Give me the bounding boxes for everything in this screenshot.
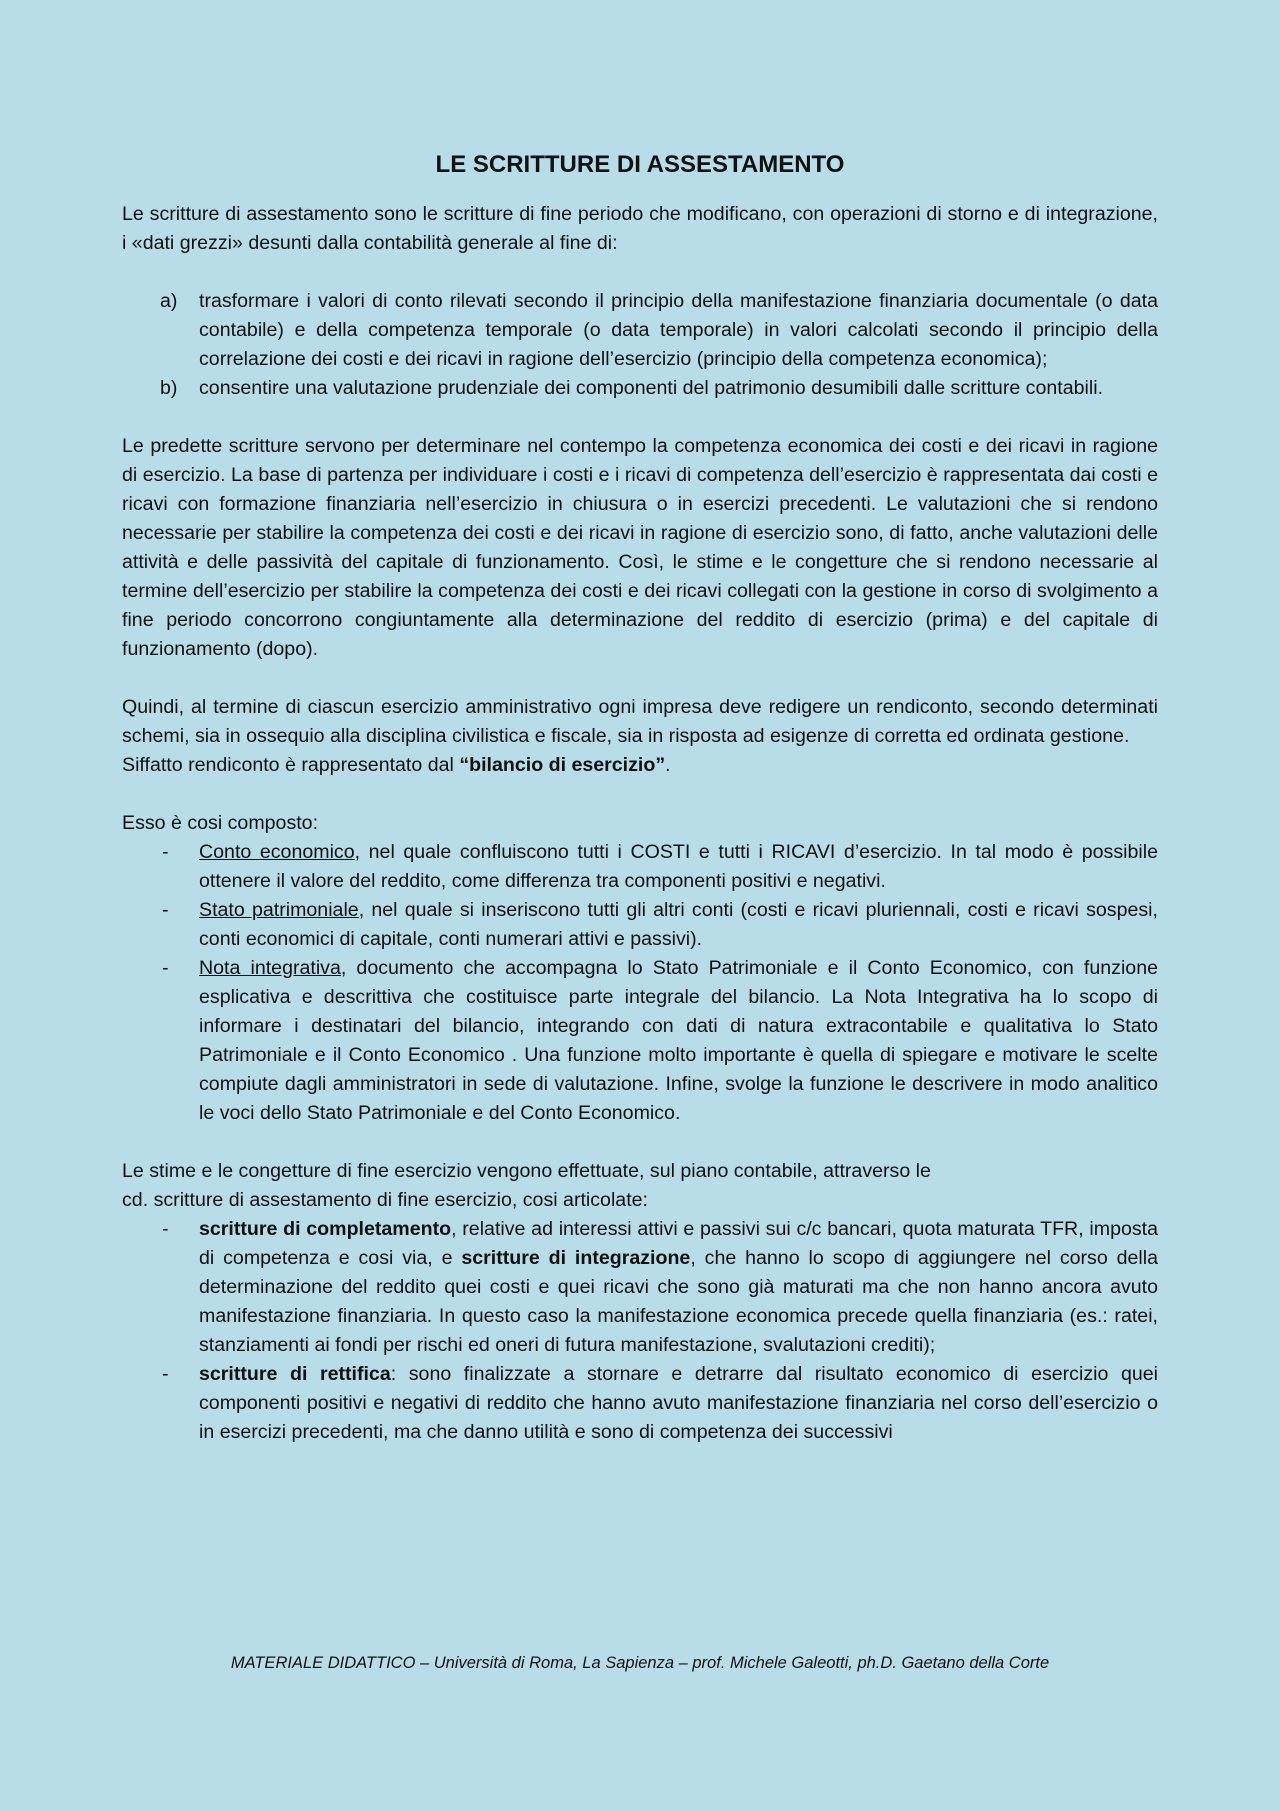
page-footer: MATERIALE DIDATTICO – Università di Roma, La Sapienza – prof. Michele Galeotti, ph.D. Gaetano della Corte xyxy=(230,1654,1050,1672)
dash-marker: - xyxy=(162,1218,169,1240)
list-item xyxy=(122,838,1158,896)
composition-list xyxy=(122,838,1158,1128)
list-marker: a) xyxy=(160,290,178,312)
dash-marker: - xyxy=(162,899,169,921)
adjustments-intro-line-1: Le stime e le congetture di fine esercizio vengono effettuate, sul piano contabile, attraverso le xyxy=(122,1160,931,1182)
list-item-text: , documento che accompagna lo Stato Patrimoniale e il Conto Economico, con funzione esplicativa e descrittiva che costituisce parte integrale del bilancio. La Nota Integrativa ha lo scopo di informare i destinatari del bilancio, integrando con dati di natura extracontabile e qualitativa lo Stato Patrimoniale e il Conto Economico . Una funzione molto importante è quella di spiegare e motivare le scelte compiute dagli amministratori in sede di valutazione. Infine, svolge la funzione le descrivere in modo analitico le voci dello Stato Patrimoniale e del Conto Economico. xyxy=(199,957,1158,1124)
list-item xyxy=(122,1215,1158,1360)
intro-paragraph: Le scritture di assestamento sono le scritture di fine periodo che modificano, con operazioni di storno e di integrazione, i «dati grezzi» desunti dalla contabilità generale al fine di: xyxy=(122,203,1158,254)
list-item-text: , relative ad interessi attivi e passivi sui c/c bancari, quota maturata TFR, imposta di competenza e cosi via, e xyxy=(199,1218,1158,1269)
underlined-term: Nota integrativa xyxy=(199,957,341,979)
competence-paragraph: Le predette scritture servono per determinare nel contempo la competenza economica dei costi e dei ricavi in ragione di esercizio. La base di partenza per individuare i costi e i ricavi di competenza dell’esercizio è rappresentata dai costi e ricavi con formazione finanziaria nell’esercizio in chiusura o in esercizi precedenti. Le valutazioni che si rendono necessarie per stabilire la competenza dei costi e dei ricavi in ragione di esercizio sono, di fatto, anche valutazioni delle attività e delle passività del capitale di funzionamento. Così, le stime e le congetture che si rendono necessarie al termine dell’esercizio per stabilire la competenza dei costi e dei ricavi collegati con la gestione in corso di svolgimento a fine periodo concorrono congiuntamente alla determinazione del reddito di esercizio (prima) e del capitale di funzionamento (dopo). xyxy=(122,435,1158,660)
list-item xyxy=(122,374,1158,403)
list-item xyxy=(122,1360,1158,1447)
underlined-term: Conto economico xyxy=(199,841,355,863)
list-item xyxy=(122,954,1158,1128)
list-marker: b) xyxy=(160,377,178,399)
list-item xyxy=(122,896,1158,954)
report-paragraph: Quindi, al termine di ciascun esercizio amministrativo ogni impresa deve redigere un rendiconto, secondo determinati schemi, sia in ossequio alla disciplina civilistica e fiscale, sia in risposta ad esigenze di corretta ed ordinata gestione. xyxy=(122,696,1158,747)
dash-marker: - xyxy=(162,1363,169,1385)
list-item-text: trasformare i valori di conto rilevati secondo il principio della manifestazione finanziaria documentale (o data contabile) e della competenza temporale (o data temporale) in valori calcolati secondo il principio della correlazione dei costi e dei ricavi in ragione dell’esercizio (principio della competenza economica); xyxy=(199,290,1158,370)
list-item-text: consentire una valutazione prudenziale dei componenti del patrimonio desumibili dalle scritture contabili. xyxy=(199,377,1104,399)
adjustments-intro-line-2: cd. scritture di assestamento di fine esercizio, cosi articolate: xyxy=(122,1189,648,1211)
bold-term: scritture di integrazione xyxy=(461,1247,691,1269)
bold-term: scritture di rettifica xyxy=(199,1363,391,1385)
text-run: Siffatto rendiconto è rappresentato dal xyxy=(122,754,460,776)
list-item-text: , che hanno lo scopo di aggiungere nel corso della determinazione del reddito quei costi e quei ricavi che sono già maturati ma che non hanno ancora avuto manifestazione finanziaria. In questo caso la manifestazione economica precede quella finanziaria (es.: ratei, stanziamenti ai fondi per rischi ed oneri di futura manifestazione, svalutazioni crediti); xyxy=(199,1247,1158,1356)
list-item-text: : sono finalizzate a stornare e detrarre dal risultato economico di esercizio quei componenti positivi e negativi di reddito che hanno avuto manifestazione finanziaria nel corso dell’esercizio o in esercizi precedenti, ma che danno utilità e sono di competenza dei successivi xyxy=(199,1363,1158,1443)
bold-term: scritture di completamento xyxy=(199,1218,452,1240)
text-run: . xyxy=(665,754,671,776)
page-title: LE SCRITTURE DI ASSESTAMENTO xyxy=(435,151,845,178)
underlined-term: Stato patrimoniale xyxy=(199,899,359,921)
dash-marker: - xyxy=(162,841,169,863)
list-item-text: , nel quale confluiscono tutti i COSTI e tutti i RICAVI d’esercizio. In tal modo è possibile ottenere il valore del reddito, come differenza tra componenti positivi e negativi. xyxy=(199,841,1159,892)
composition-intro: Esso è cosi composto: xyxy=(122,812,319,834)
bold-term: “bilancio di esercizio” xyxy=(459,754,666,776)
adjustments-list xyxy=(122,1215,1158,1447)
purposes-list xyxy=(122,287,1158,403)
list-item xyxy=(122,287,1158,374)
document-page xyxy=(122,150,1158,1447)
dash-marker: - xyxy=(162,957,169,979)
list-item-text: , nel quale si inseriscono tutti gli altri conti (costi e ricavi pluriennali, costi e ricavi sospesi, conti economici di capitale, conti numerari attivi e passivi). xyxy=(199,899,1158,950)
balance-sheet-paragraph xyxy=(122,751,1158,780)
